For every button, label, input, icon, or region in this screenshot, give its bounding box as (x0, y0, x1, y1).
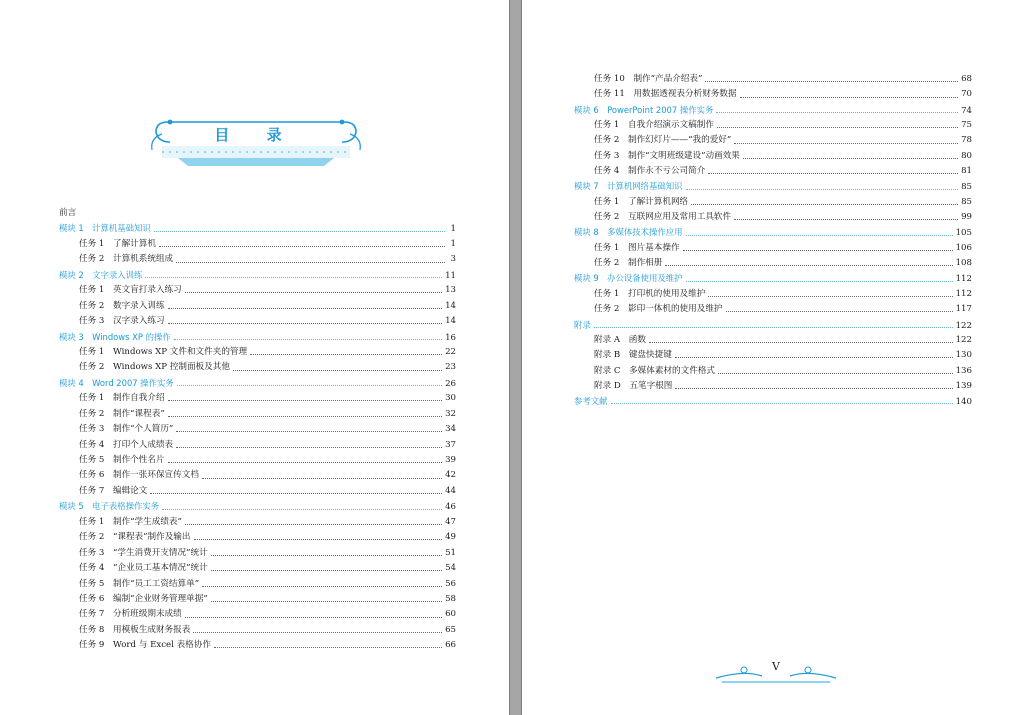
dot-leader (168, 400, 443, 401)
dot-leader (250, 354, 442, 355)
toc-entry-page: 46 (445, 502, 456, 513)
toc-entry-page: 85 (961, 196, 972, 207)
toc-entry-label: 模块 1 计算机基础知识 (59, 223, 151, 234)
dot-leader (716, 112, 958, 113)
toc-preface-entry[interactable] (59, 206, 456, 221)
toc-task-entry[interactable] (59, 453, 456, 468)
toc-task-entry[interactable] (574, 302, 972, 317)
toc-entry-page: 65 (445, 624, 456, 635)
dot-leader (594, 327, 953, 328)
toc-entry-label: 附录 B 键盘快捷键 (594, 350, 672, 361)
dot-leader (176, 262, 445, 263)
toc-title: 目 录 (214, 126, 298, 144)
dot-leader (168, 462, 443, 463)
toc-entry-page: 70 (961, 89, 972, 100)
toc-entry-label: 任务 2 影印一体机的使用及维护 (594, 304, 723, 315)
toc-entry-label: 任务 1 自我介绍演示文稿制作 (594, 120, 714, 131)
toc-entry-label: 任务 4 “企业员工基本情况”统计 (79, 563, 208, 574)
toc-entry-label: 任务 4 打印个人成绩表 (79, 439, 174, 450)
dot-leader (743, 158, 958, 159)
dot-leader (686, 281, 953, 282)
toc-entry-label: 任务 1 英文盲打录入练习 (79, 285, 182, 296)
toc-entry-label: 模块 4 Word 2007 操作实务 (59, 377, 174, 388)
dot-leader (718, 373, 953, 374)
toc-entry-page: 106 (955, 242, 972, 253)
toc-entry-label: 任务 1 制作“学生成绩表” (79, 516, 182, 527)
toc-task-entry[interactable] (59, 360, 456, 375)
toc-entry-label: 任务 11 用数据透视表分析财务数据 (594, 89, 737, 100)
toc-module-entry[interactable] (574, 179, 972, 194)
toc-entry-label: 任务 1 图片基本操作 (594, 242, 680, 253)
toc-entry-page: 68 (961, 74, 972, 84)
toc-entry-label: 任务 3 汉字录入练习 (79, 316, 165, 327)
toc-entry-page: 85 (961, 182, 972, 193)
dot-leader (202, 586, 442, 587)
toc-entry-label: 附录 A 函数 (594, 334, 646, 345)
toc-task-entry[interactable] (59, 623, 456, 638)
dot-leader (211, 601, 442, 602)
toc-entry-page: 122 (955, 320, 972, 331)
toc-task-entry[interactable] (59, 345, 456, 360)
toc-module-entry[interactable] (574, 394, 972, 409)
toc-entry-label: 任务 2 互联网应用及常用工具软件 (594, 212, 732, 223)
toc-entry-label: 任务 1 打印机的使用及维护 (594, 288, 706, 299)
dot-leader (665, 265, 952, 266)
dot-leader (734, 219, 958, 220)
toc-entry-page: 56 (445, 578, 456, 589)
toc-entry-page: 16 (445, 332, 456, 343)
toc-task-entry[interactable] (574, 133, 972, 148)
dot-leader (150, 493, 442, 494)
page-number: V (772, 660, 780, 673)
toc-module-entry[interactable] (574, 271, 972, 286)
toc-entry-page: 14 (445, 316, 456, 327)
toc-module-entry[interactable] (59, 330, 456, 345)
toc-task-entry[interactable] (59, 515, 456, 530)
toc-task-entry[interactable] (59, 422, 456, 437)
dot-leader (675, 357, 953, 358)
toc-entry-page: 44 (445, 485, 456, 496)
dot-leader (194, 539, 443, 540)
toc-task-entry[interactable] (59, 252, 456, 267)
toc-task-entry[interactable] (59, 561, 456, 576)
toc-task-entry[interactable] (59, 283, 456, 298)
dot-leader (214, 647, 442, 648)
toc-entry-page: 122 (955, 334, 972, 345)
toc-entry-label: 任务 2 数字录入训练 (79, 300, 165, 311)
toc-entry-page: 1 (450, 224, 456, 235)
toc-entry-page: 49 (445, 532, 456, 543)
toc-entry-label: 任务 2 计算机系统组成 (79, 254, 174, 265)
toc-entry-label: 参考文献 (574, 396, 608, 407)
dot-leader (168, 416, 442, 417)
toc-task-entry[interactable] (574, 287, 972, 302)
toc-task-entry[interactable] (59, 638, 456, 653)
toc-module-entry[interactable] (574, 225, 972, 240)
toc-entry-page: 99 (961, 212, 972, 223)
toc-task-entry[interactable] (574, 256, 972, 271)
toc-entry-label: 任务 9 Word 与 Excel 表格协作 (79, 640, 211, 651)
toc-task-entry[interactable] (59, 530, 456, 545)
dot-leader (168, 323, 443, 324)
dot-leader (726, 311, 953, 312)
title-banner (148, 116, 364, 168)
toc-entry-label: 任务 6 编制“企业财务管理单据” (79, 593, 208, 604)
toc-task-entry[interactable] (574, 210, 972, 225)
toc-task-entry[interactable] (574, 72, 972, 87)
toc-entry-label: 任务 10 制作“产品介绍表” (594, 74, 703, 84)
toc-entry-page: 32 (445, 408, 456, 419)
toc-entry-page: 81 (961, 166, 972, 177)
toc-entry-label: 模块 3 Windows XP 的操作 (59, 331, 171, 342)
toc-entry-page: 51 (445, 547, 456, 558)
toc-entry-page: 1 (450, 238, 456, 249)
dot-leader (683, 250, 953, 251)
toc-module-entry[interactable] (574, 318, 972, 333)
toc-task-entry[interactable] (59, 438, 456, 453)
toc-module-entry[interactable] (59, 376, 456, 391)
toc-entry-label: 任务 2 制作幻灯片——“我的爱好” (594, 135, 732, 146)
toc-task-entry[interactable] (59, 592, 456, 607)
toc-entry-page: 37 (445, 439, 456, 450)
toc-entry-label: 前言 (59, 208, 77, 218)
dot-leader (145, 277, 442, 278)
toc-entry-label: 任务 3 制作“个人简历” (79, 424, 174, 435)
toc-entry-page: 34 (445, 424, 456, 435)
dot-leader (176, 447, 442, 448)
toc-entry-page: 105 (955, 228, 972, 239)
dot-leader (740, 97, 958, 98)
toc-entry-page: 117 (955, 304, 972, 315)
dot-leader (185, 617, 442, 618)
toc-task-entry[interactable] (574, 118, 972, 133)
dot-leader (675, 388, 952, 389)
dot-leader (611, 403, 953, 404)
toc-entry-page: 108 (955, 258, 972, 269)
dot-leader (162, 509, 442, 510)
dot-leader (159, 246, 445, 247)
toc-task-entry[interactable] (59, 468, 456, 483)
toc-entry-page: 30 (445, 393, 456, 404)
toc-entry-label: 模块 9 办公设备使用及维护 (574, 273, 683, 284)
toc-module-entry[interactable] (574, 103, 972, 118)
toc-entry-page: 11 (445, 270, 456, 281)
toc-entry-label: 任务 1 制作自我介绍 (79, 393, 165, 404)
toc-entry-label: 模块 6 PowerPoint 2007 操作实务 (574, 104, 714, 115)
toc-entry-label: 任务 2 “课程表”制作及输出 (79, 532, 191, 543)
toc-entry-page: 66 (445, 640, 456, 651)
toc-task-entry[interactable] (59, 299, 456, 314)
toc-entry-page: 139 (955, 380, 972, 391)
dot-leader (185, 292, 442, 293)
toc-entry-page: 23 (445, 362, 456, 373)
dot-leader (202, 478, 442, 479)
dot-leader (154, 231, 445, 232)
dot-leader (691, 204, 958, 205)
dot-leader (233, 370, 442, 371)
toc-entry-page: 39 (445, 455, 456, 465)
dot-leader (185, 524, 442, 525)
toc-list-right (574, 72, 972, 410)
dot-leader (649, 342, 953, 343)
dot-leader (79, 215, 445, 216)
toc-entry-page: 74 (961, 105, 972, 116)
toc-task-entry[interactable] (59, 484, 456, 499)
toc-entry-label: 任务 4 制作永不亏公司简介 (594, 166, 706, 177)
toc-entry-label: 任务 7 编辑论文 (79, 485, 148, 496)
toc-entry-label: 任务 3 “学生消费开支情况”统计 (79, 547, 208, 558)
toc-entry-label: 任务 2 Windows XP 控制面板及其他 (79, 362, 230, 373)
toc-task-entry[interactable] (59, 237, 456, 252)
toc-task-entry[interactable] (574, 364, 972, 379)
toc-entry-page: 3 (450, 254, 456, 265)
toc-task-entry[interactable] (574, 149, 972, 164)
dot-leader (708, 296, 952, 297)
toc-entry-page: 136 (955, 365, 972, 376)
toc-entry-label: 任务 1 了解计算机 (79, 238, 156, 249)
toc-task-entry[interactable] (574, 195, 972, 210)
toc-entry-page: 58 (445, 593, 456, 604)
toc-entry-label: 任务 3 制作“文明班级建设”动画效果 (594, 150, 740, 161)
toc-entry-label: 模块 5 电子表格操作实务 (59, 501, 160, 512)
toc-task-entry[interactable] (574, 87, 972, 102)
toc-entry-page: 80 (961, 150, 972, 161)
toc-entry-page: 75 (961, 120, 972, 131)
toc-entry-label: 任务 1 Windows XP 文件和文件夹的管理 (79, 346, 248, 357)
toc-entry-page: 47 (445, 516, 456, 527)
toc-entry-page: 130 (955, 350, 972, 361)
toc-list-left (59, 206, 456, 654)
toc-entry-label: 任务 6 制作一张环保宣传文档 (79, 470, 199, 481)
toc-entry-label: 模块 2 文字录入训练 (59, 269, 143, 280)
toc-task-entry[interactable] (59, 407, 456, 422)
toc-task-entry[interactable] (574, 333, 972, 348)
toc-entry-label: 附录 D 五笔字根图 (594, 380, 673, 391)
toc-module-entry[interactable] (59, 499, 456, 514)
toc-entry-page: 54 (445, 563, 456, 574)
toc-entry-label: 任务 7 分析班级期末成绩 (79, 609, 182, 620)
toc-task-entry[interactable] (59, 577, 456, 592)
toc-task-entry[interactable] (574, 241, 972, 256)
dot-leader (174, 339, 442, 340)
toc-task-entry[interactable] (59, 546, 456, 561)
left-page (0, 0, 510, 715)
toc-entry-label: 模块 7 计算机网络基础知识 (574, 181, 683, 192)
toc-module-entry[interactable] (59, 221, 456, 236)
toc-entry-label: 任务 5 制作“员工工资结算单” (79, 578, 200, 589)
toc-task-entry[interactable] (59, 391, 456, 406)
right-page (521, 0, 1028, 715)
dot-leader (705, 81, 958, 82)
dot-leader (211, 570, 442, 571)
dot-leader (211, 555, 442, 556)
toc-entry-page: 140 (955, 397, 972, 408)
toc-task-entry[interactable] (574, 164, 972, 179)
toc-entry-page: 22 (445, 346, 456, 357)
dot-leader (168, 308, 443, 309)
toc-entry-label: 附录 (574, 319, 591, 330)
toc-entry-label: 任务 2 制作“课程表” (79, 408, 165, 419)
toc-entry-page: 78 (961, 135, 972, 146)
toc-entry-page: 112 (955, 288, 972, 299)
toc-task-entry[interactable] (59, 314, 456, 329)
toc-entry-page: 60 (445, 609, 456, 620)
dot-leader (176, 431, 442, 432)
dot-leader (686, 189, 959, 190)
dot-leader (734, 143, 958, 144)
toc-entry-page: 14 (445, 300, 456, 311)
toc-task-entry[interactable] (59, 607, 456, 622)
dot-leader (686, 235, 953, 236)
toc-entry-label: 任务 2 制作相册 (594, 258, 663, 269)
toc-entry-page: 112 (955, 274, 972, 285)
toc-entry-label: 任务 8 用模板生成财务报表 (79, 624, 191, 635)
toc-task-entry[interactable] (574, 379, 972, 394)
toc-entry-label: 附录 C 多媒体素材的文件格式 (594, 365, 716, 376)
toc-entry-label: 模块 8 多媒体技术操作应用 (574, 227, 683, 238)
toc-task-entry[interactable] (574, 348, 972, 363)
dot-leader (193, 632, 442, 633)
toc-module-entry[interactable] (59, 268, 456, 283)
dot-leader (177, 385, 442, 386)
dot-leader (708, 173, 958, 174)
dot-leader (717, 127, 958, 128)
toc-entry-page: 26 (445, 378, 456, 389)
toc-entry-label: 任务 5 制作个性名片 (79, 455, 165, 465)
toc-entry-page: 42 (445, 470, 456, 481)
toc-entry-label: 任务 1 了解计算机网络 (594, 196, 689, 207)
toc-entry-page: 13 (445, 285, 456, 296)
